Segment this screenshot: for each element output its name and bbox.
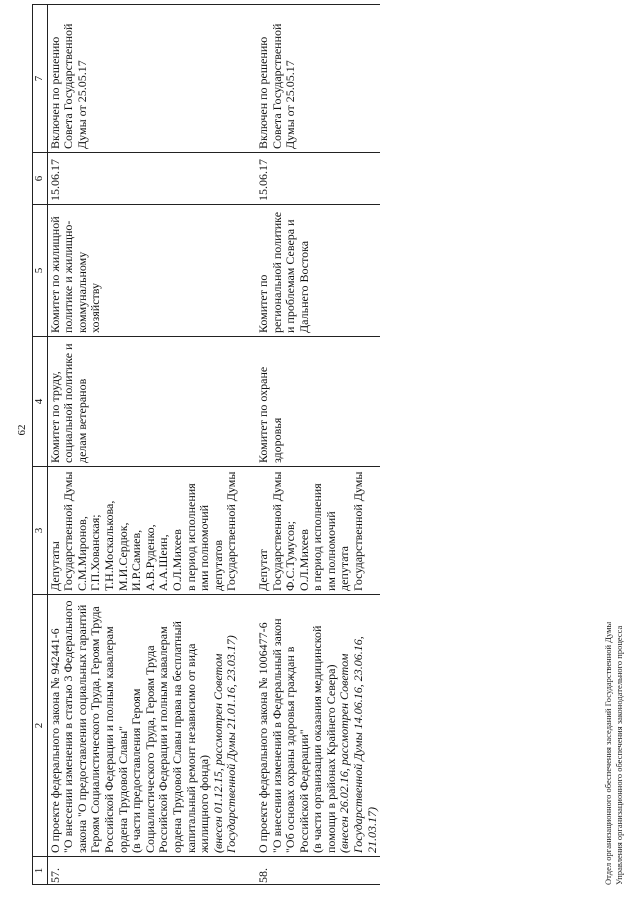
bill-status: (внесен 26.02.16, рассмотрен Советом Государственной Думы 14.06.16, 23.06.16, 21.03.17) [337, 636, 379, 853]
footer-line-1: Отдел организационного обеспечения заседаний Государственной Думы [603, 621, 613, 885]
col-header-2: 2 [33, 595, 48, 857]
col-header-1: 1 [33, 857, 48, 885]
authors-cell: Депутаты Государственной Думы С.М.Миронов, Г.П.Хованская; Т.Н.Москалькова, М.И.Сердюк, И.Р.Самиев, А.В.Руденко, А.А.Шеин, О.Л.Михеев в период исполнения ими полномочий депутатов Государственной Думы [47, 467, 240, 595]
col-header-6: 6 [33, 153, 48, 205]
col-header-3: 3 [33, 467, 48, 595]
footer-line-2: Управления организационного обеспечения законодательного процесса [614, 625, 624, 885]
footer [603, 622, 625, 885]
row-spacer [240, 5, 256, 885]
committee-cell: Комитет по труду, социальной политике и делам ветеранов [47, 337, 240, 467]
bill-cell [256, 595, 380, 857]
note-cell: Включен по решению Совета Государственной Думы от 25.05.17 [256, 5, 380, 153]
bill-cell [47, 595, 240, 857]
table-row [256, 5, 380, 885]
col-header-7: 7 [33, 5, 48, 153]
bills-table [32, 4, 380, 885]
coexecutor-cell: Комитет по региональной политике и проблемам Севера и Дальнего Востока [256, 205, 380, 337]
committee-cell: Комитет по охране здоровья [256, 337, 380, 467]
coexecutor-cell: Комитет по жилищной политике и жилищно-коммунальному хозяйству [47, 205, 240, 337]
bill-title: О проекте федерального закона № 942441-6 "О внесении изменения в статью 3 Федерального закона "О предоставлении социальных гарантий Героям Социалистического Труда, Героям Труда Российской Федерации и полным кавалерам ордена Трудовой Славы" (в части предоставления Героям Социалистического Труда, Героям Труда Российской Федерации и полным кавалерам ордена Трудовой Славы права на бесплатный капитальный ремонт независимо от вида жилищного фонда) [47, 600, 212, 853]
authors-cell: Депутат Государственной Думы Ф.С.Тумусов; О.Л.Михеев в период исполнения им полномочий депутата Государственной Думы [256, 467, 380, 595]
row-number: 57. [47, 857, 240, 885]
rotated-page [18, 5, 628, 885]
row-number: 58. [256, 857, 380, 885]
date-cell: 15.06.17 [47, 153, 240, 205]
header-row [33, 5, 48, 885]
note-cell: Включен по решению Совета Государственной Думы от 25.05.17 [47, 5, 240, 153]
bill-status: (внесен 01.12.15, рассмотрен Советом Государственной Думы 21.01.16, 23.03.17) [210, 635, 239, 853]
bill-title: О проекте федерального закона № 1006477-6 "О внесении изменений в Федеральный закон "Об основах охраны здоровья граждан в Российской Федерации" (в части организации оказания медицинской помощи в районах Крайнего Севера) [255, 618, 338, 853]
date-cell: 15.06.17 [256, 153, 380, 205]
table-row [47, 5, 240, 885]
col-header-5: 5 [33, 205, 48, 337]
col-header-4: 4 [33, 337, 48, 467]
page-number: 62 [16, 424, 28, 436]
